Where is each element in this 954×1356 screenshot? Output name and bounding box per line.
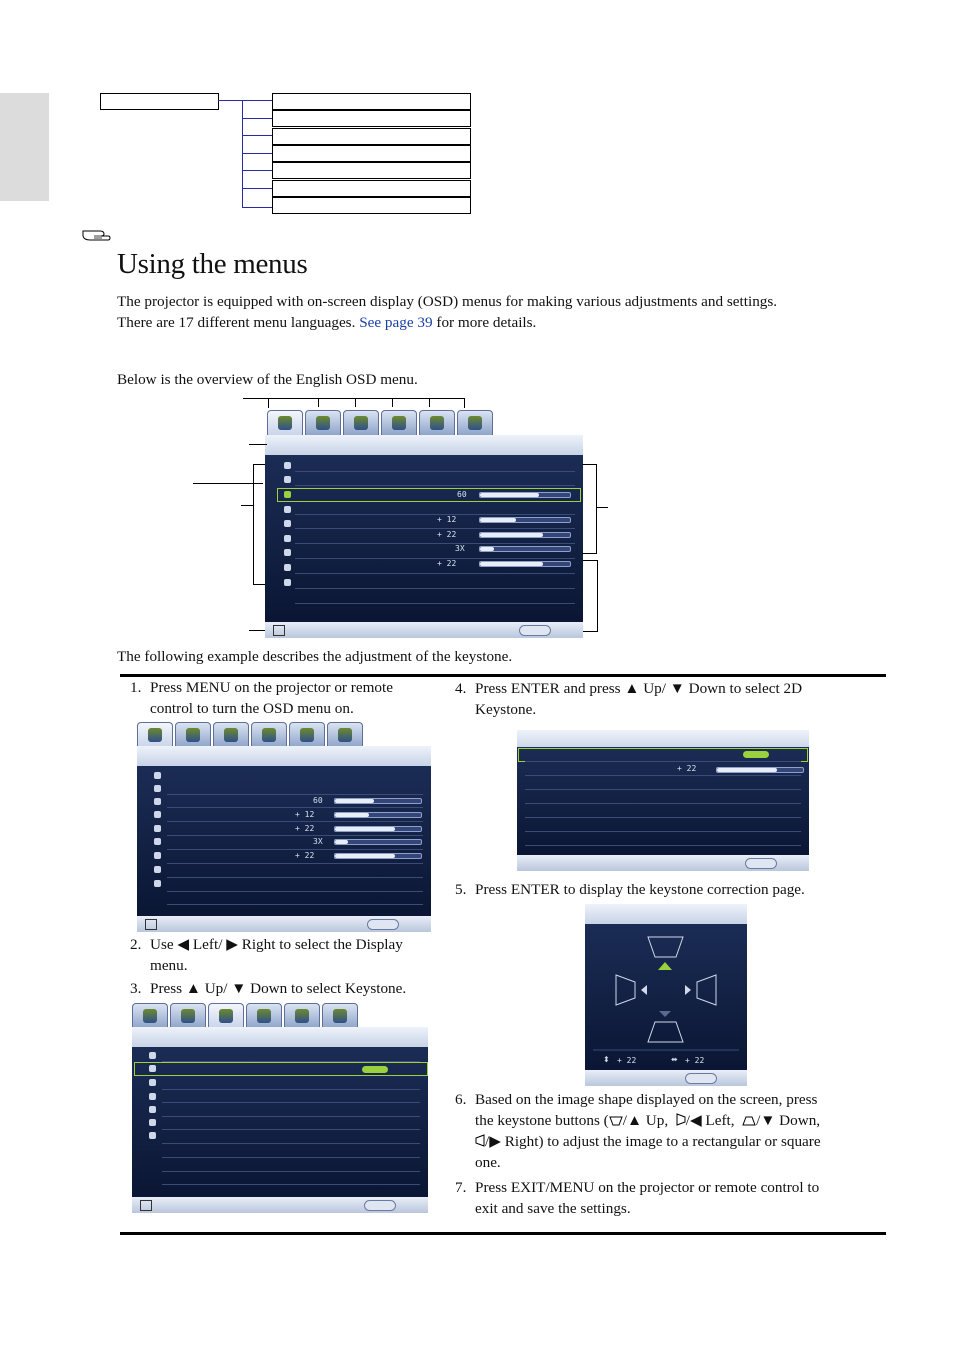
callout-line — [253, 584, 265, 585]
menu-row-divider — [295, 588, 575, 589]
osd-tab-bar — [137, 722, 363, 747]
menu-row-divider — [167, 863, 423, 864]
see-page-link[interactable]: See page 39 — [359, 314, 433, 331]
callout-line — [596, 507, 608, 508]
menu-item-icon — [154, 825, 161, 832]
callout-line — [318, 398, 320, 407]
step-text: . — [402, 980, 407, 997]
setting-value: + 22 — [437, 559, 457, 568]
tab-setting-basic[interactable] — [246, 1003, 282, 1028]
callout-line — [392, 398, 394, 407]
slider-fill — [335, 840, 348, 844]
menu-item-icon — [284, 579, 291, 586]
step-text: exit and save the settings. — [475, 1200, 631, 1217]
callout-line — [253, 464, 266, 584]
left-key: ◀ Left — [177, 936, 219, 953]
tree-branch — [242, 100, 273, 101]
menu-item-icon — [149, 1106, 156, 1113]
step-number: 7. — [455, 1179, 467, 1196]
step-6 — [455, 1089, 885, 1173]
picture-icon — [278, 416, 292, 430]
menu-item-icon — [149, 1065, 156, 1072]
osd-footer — [132, 1197, 428, 1213]
exit-menu-key: EXIT/MENU — [510, 1179, 595, 1196]
keystone-up-shape — [648, 937, 683, 957]
menu-item-icon — [154, 798, 161, 805]
menu-item-icon — [284, 462, 291, 469]
setting-basic-icon — [392, 416, 406, 430]
step-text: Press — [150, 679, 186, 696]
keystone-label: Keystone — [345, 980, 403, 997]
setting-basic-icon — [257, 1009, 271, 1023]
footer-button[interactable] — [519, 625, 551, 636]
menu-item-icon — [284, 476, 291, 483]
slider-fill — [335, 799, 374, 803]
display-icon — [219, 1009, 233, 1023]
keystone-left-shape — [616, 975, 635, 1005]
callout-line — [243, 398, 268, 399]
setting-value: + 22 — [437, 530, 457, 539]
intro-line1: The projector is equipped with on-screen display (OSD) menus for making various adjustments and settings. — [117, 293, 778, 310]
left-key: /◀ Left, — [685, 1112, 735, 1129]
step-7 — [455, 1177, 885, 1219]
display-icon — [224, 728, 238, 742]
slider-fill — [717, 768, 777, 772]
exit-icon[interactable] — [145, 919, 157, 930]
keystone-right-shape — [697, 975, 716, 1005]
step-text: to select the — [275, 936, 356, 953]
osd-header — [132, 1027, 428, 1047]
picture-advanced-icon — [186, 728, 200, 742]
tree-connector — [242, 100, 243, 208]
step-number: 1. — [130, 679, 142, 696]
menu-item-icon — [149, 1132, 156, 1139]
menu-row-divider — [167, 849, 423, 850]
keystone-correction-page — [585, 904, 747, 1086]
osd-footer — [265, 622, 583, 638]
step-text: Press — [150, 980, 186, 997]
slider-fill — [480, 547, 494, 551]
menu-row-divider — [167, 821, 423, 822]
callout-line — [268, 398, 465, 408]
menu-row-divider — [295, 528, 575, 529]
menu-item-icon — [284, 535, 291, 542]
tree-leaf-box — [272, 197, 471, 214]
callout-line — [241, 505, 253, 506]
up-key: /▲ Up, — [622, 1112, 669, 1129]
enter-indicator[interactable] — [743, 751, 769, 758]
tree-leaf-box — [272, 180, 471, 197]
footer-button[interactable] — [745, 858, 777, 869]
menu-row-divider — [162, 1089, 420, 1090]
step-text: on the projector or remote — [230, 679, 393, 696]
osd-header — [585, 904, 747, 924]
step-text: menu. — [150, 957, 188, 974]
information-icon — [333, 1009, 347, 1023]
osd-main-panel — [265, 410, 583, 638]
menu-row-divider — [167, 835, 423, 836]
picture-advanced-icon — [181, 1009, 195, 1023]
enter-key: ENTER — [510, 881, 560, 898]
menu-item-icon — [284, 564, 291, 571]
tab-setting-basic[interactable] — [251, 722, 287, 747]
tab-picture[interactable] — [137, 722, 173, 747]
callout-line — [253, 464, 265, 465]
tab-display[interactable] — [213, 722, 249, 747]
setting-value: 60 — [457, 490, 467, 499]
tab-information[interactable] — [322, 1003, 358, 1028]
overview-text: Below is the overview of the English OSD menu. — [117, 371, 418, 388]
slider-fill — [480, 518, 516, 522]
setting-value: + 12 — [437, 515, 457, 524]
osd-footer — [585, 1070, 747, 1086]
step-text: . — [532, 701, 537, 718]
step-number: 6. — [455, 1091, 467, 1108]
menu-row-divider — [162, 1143, 420, 1144]
picture-icon — [148, 728, 162, 742]
step-text: Press — [475, 1179, 511, 1196]
menu-row-divider — [162, 1157, 420, 1158]
setting-slider[interactable] — [479, 532, 571, 538]
menu-item-icon — [284, 491, 291, 498]
menu-row-divider — [162, 1184, 420, 1185]
exit-icon[interactable] — [140, 1200, 152, 1211]
osd-header — [137, 746, 431, 766]
menu-row-divider — [525, 789, 801, 790]
osd-header — [265, 435, 583, 455]
step-4 — [455, 678, 875, 720]
menu-row-divider — [525, 817, 801, 818]
osd-body — [585, 924, 747, 1070]
menu-row-divider — [525, 803, 801, 804]
step-text: Press — [475, 881, 511, 898]
tab-picture-advanced[interactable] — [175, 722, 211, 747]
setting-advanced-icon — [295, 1009, 309, 1023]
slider-fill — [480, 533, 543, 537]
keystone-selected-arrow — [658, 962, 672, 970]
menu-row-divider — [295, 573, 575, 574]
step-5 — [455, 879, 875, 900]
setting-advanced-icon — [430, 416, 444, 430]
keystone-slider[interactable] — [716, 767, 804, 773]
callout-line — [355, 398, 357, 407]
setting-value: 60 — [313, 796, 323, 805]
intro-line2-end: for more details. — [432, 314, 537, 331]
tab-picture[interactable] — [267, 410, 303, 435]
tree-branch — [242, 135, 273, 136]
step-text: ) to adjust the image to a rectangular or square — [538, 1133, 821, 1150]
tree-connector — [218, 100, 242, 101]
osd-body — [137, 766, 431, 916]
menu-row-divider — [167, 904, 423, 905]
tree-branch — [242, 207, 273, 208]
step-text: control to turn the OSD menu on. — [150, 700, 354, 717]
step-text: to select — [287, 980, 346, 997]
step-text: the keystone buttons ( — [475, 1112, 609, 1129]
osd-tab-bar — [267, 410, 493, 435]
step-number: 2. — [130, 936, 142, 953]
setting-slider[interactable] — [334, 798, 422, 804]
keystone-left-button-icon — [676, 1113, 686, 1126]
step-text: and press — [559, 680, 625, 697]
footer-button[interactable] — [685, 1073, 717, 1084]
setting-slider[interactable] — [479, 517, 571, 523]
step-text: one. — [475, 1154, 501, 1171]
menu-row-divider — [295, 603, 575, 604]
menu-item-icon — [154, 811, 161, 818]
menu-item-icon — [284, 549, 291, 556]
keystone-down-button-icon — [742, 1116, 756, 1126]
note-hand-icon — [82, 226, 112, 244]
step-text: on the projector or remote control to — [594, 1179, 820, 1196]
tab-display[interactable] — [208, 1003, 244, 1028]
setting-advanced-icon — [300, 728, 314, 742]
exit-icon[interactable] — [273, 625, 285, 636]
step-text: to display the keystone correction page. — [559, 881, 805, 898]
up-key: ▲ Up — [624, 680, 662, 697]
setting-value: + 22 — [295, 824, 315, 833]
intro-paragraph — [117, 291, 897, 333]
down-arrow — [659, 1011, 671, 1017]
menu-item-icon — [154, 838, 161, 845]
tab-information[interactable] — [327, 722, 363, 747]
footer-button[interactable] — [367, 919, 399, 930]
2d-label: 2D — [783, 680, 803, 697]
setting-slider[interactable] — [479, 492, 571, 498]
step-number: 3. — [130, 980, 142, 997]
down-key: ▼ Down — [669, 680, 726, 697]
tree-branch — [242, 188, 273, 189]
tree-root-box — [100, 93, 219, 110]
menu-row-divider — [295, 543, 575, 544]
menu-item-icon — [154, 880, 161, 887]
display-icon — [354, 416, 368, 430]
tree-branch — [242, 153, 273, 154]
menu-row-divider — [167, 891, 423, 892]
menu-item-icon — [154, 852, 161, 859]
menu-row-divider — [295, 514, 575, 515]
menu-row-divider — [162, 1129, 420, 1130]
page-title: Using the menus — [117, 248, 308, 280]
step-number: 5. — [455, 881, 467, 898]
up-key: ▲ Up — [185, 980, 224, 997]
menu-key: MENU — [185, 679, 231, 696]
callout-line — [429, 398, 431, 407]
enter-key: ENTER — [510, 680, 560, 697]
keystone-value: + 22 — [677, 764, 697, 773]
callout-line — [249, 444, 267, 445]
menu-row-divider — [162, 1171, 420, 1172]
horizontal-adjust-icon: ⬌ — [671, 1055, 678, 1064]
menu-row-divider — [525, 775, 801, 776]
step-3 — [130, 978, 450, 999]
menu-row-divider — [295, 485, 575, 486]
enter-indicator[interactable] — [362, 1066, 388, 1073]
step-text: Based on the image shape displayed on the screen, press — [475, 1091, 818, 1108]
step-number: 4. — [455, 680, 467, 697]
intro-line2-start: There are 17 different menu languages. — [117, 314, 360, 331]
display-menu-label: Display — [355, 936, 403, 953]
tab-picture-advanced[interactable] — [170, 1003, 206, 1028]
osd-body — [265, 455, 583, 622]
slider-fill — [480, 562, 543, 566]
menu-row-divider — [167, 807, 423, 808]
keystone-right-button-icon — [475, 1134, 485, 1147]
tree-leaf-box — [272, 145, 471, 162]
menu-item-icon — [149, 1079, 156, 1086]
setting-slider[interactable] — [479, 546, 571, 552]
menu-row-divider — [295, 558, 575, 559]
keystone-shapes — [585, 924, 747, 1070]
vertical-adjust-icon: ⬍ — [603, 1055, 610, 1064]
tab-information[interactable] — [457, 410, 493, 435]
osd-footer — [137, 916, 431, 932]
menu-item-icon — [149, 1119, 156, 1126]
step-text: Use — [150, 936, 178, 953]
osd-body — [517, 747, 809, 855]
menu-row-divider — [167, 794, 423, 795]
step-2 — [130, 934, 450, 976]
setting-slider[interactable] — [479, 561, 571, 567]
setting-value: 3X — [313, 837, 323, 846]
menu-item-icon — [284, 520, 291, 527]
step-text: / — [218, 936, 227, 953]
down-key: ▼ Down — [231, 980, 288, 997]
osd-step1-panel — [137, 722, 431, 932]
menu-item-icon — [284, 506, 291, 513]
setting-slider[interactable] — [334, 853, 422, 859]
tab-display[interactable] — [343, 410, 379, 435]
tree-leaf-box — [272, 93, 471, 110]
tree-leaf-box — [272, 128, 471, 145]
step-text: / — [223, 980, 232, 997]
picture-icon — [143, 1009, 157, 1023]
slider-fill — [335, 854, 395, 858]
callout-line — [583, 560, 598, 632]
menu-row-divider — [525, 845, 801, 846]
information-icon — [338, 728, 352, 742]
tab-setting-advanced[interactable] — [284, 1003, 320, 1028]
setting-value: + 22 — [295, 851, 315, 860]
step-text: to select — [725, 680, 784, 697]
osd-body — [132, 1047, 428, 1197]
slider-fill — [480, 493, 539, 497]
menu-row-divider — [295, 471, 575, 472]
menu-row-divider — [167, 877, 423, 878]
information-icon — [468, 416, 482, 430]
setting-slider[interactable] — [334, 839, 422, 845]
tab-setting-advanced[interactable] — [419, 410, 455, 435]
menu-item-icon — [154, 785, 161, 792]
menu-item-icon — [149, 1052, 156, 1059]
tab-picture[interactable] — [132, 1003, 168, 1028]
menu-item-icon — [154, 772, 161, 779]
step-text: Press — [475, 680, 511, 697]
setting-slider[interactable] — [334, 812, 422, 818]
tree-branch — [242, 118, 273, 119]
horizontal-keystone-value: + 22 — [685, 1056, 705, 1065]
keystone-down-shape — [648, 1022, 683, 1042]
example-text: The following example describes the adjustment of the keystone. — [117, 648, 513, 665]
tab-picture-advanced[interactable] — [305, 410, 341, 435]
setting-value: 3X — [455, 544, 465, 553]
menu-row-divider — [162, 1061, 420, 1062]
osd-tab-bar — [132, 1003, 358, 1028]
right-key: /▶ Right — [485, 1133, 539, 1150]
slider-fill — [335, 827, 395, 831]
section-rule-bottom — [120, 1232, 886, 1235]
down-key: /▼ Down, — [756, 1112, 821, 1129]
setting-basic-icon — [262, 728, 276, 742]
tree-leaf-box — [272, 162, 471, 179]
osd-keystone-submenu — [517, 730, 809, 871]
tab-setting-advanced[interactable] — [289, 722, 325, 747]
step-1 — [130, 677, 450, 719]
callout-line — [249, 630, 265, 631]
menu-row-divider — [525, 831, 801, 832]
menu-row-divider — [162, 1116, 420, 1117]
footer-button[interactable] — [364, 1200, 396, 1211]
chapter-side-tab — [0, 93, 49, 201]
setting-slider[interactable] — [334, 826, 422, 832]
osd-display-panel — [132, 1003, 428, 1213]
setting-value: + 12 — [295, 810, 315, 819]
left-arrow — [641, 985, 647, 995]
vertical-keystone-value: + 22 — [617, 1056, 637, 1065]
keystone-label: Keystone — [475, 701, 533, 718]
callout-line — [582, 464, 597, 554]
right-key: ▶ Right — [226, 936, 276, 953]
tree-leaf-box — [272, 110, 471, 127]
slider-fill — [335, 813, 369, 817]
osd-footer — [517, 855, 809, 871]
tree-branch — [242, 170, 273, 171]
tab-setting-basic[interactable] — [381, 410, 417, 435]
keystone-up-button-icon — [609, 1116, 623, 1126]
menu-row-divider — [162, 1102, 420, 1103]
step-text: / — [661, 680, 670, 697]
right-arrow — [685, 985, 691, 995]
menu-item-icon — [154, 866, 161, 873]
menu-row-divider — [525, 761, 801, 762]
picture-advanced-icon — [316, 416, 330, 430]
menu-item-icon — [149, 1093, 156, 1100]
